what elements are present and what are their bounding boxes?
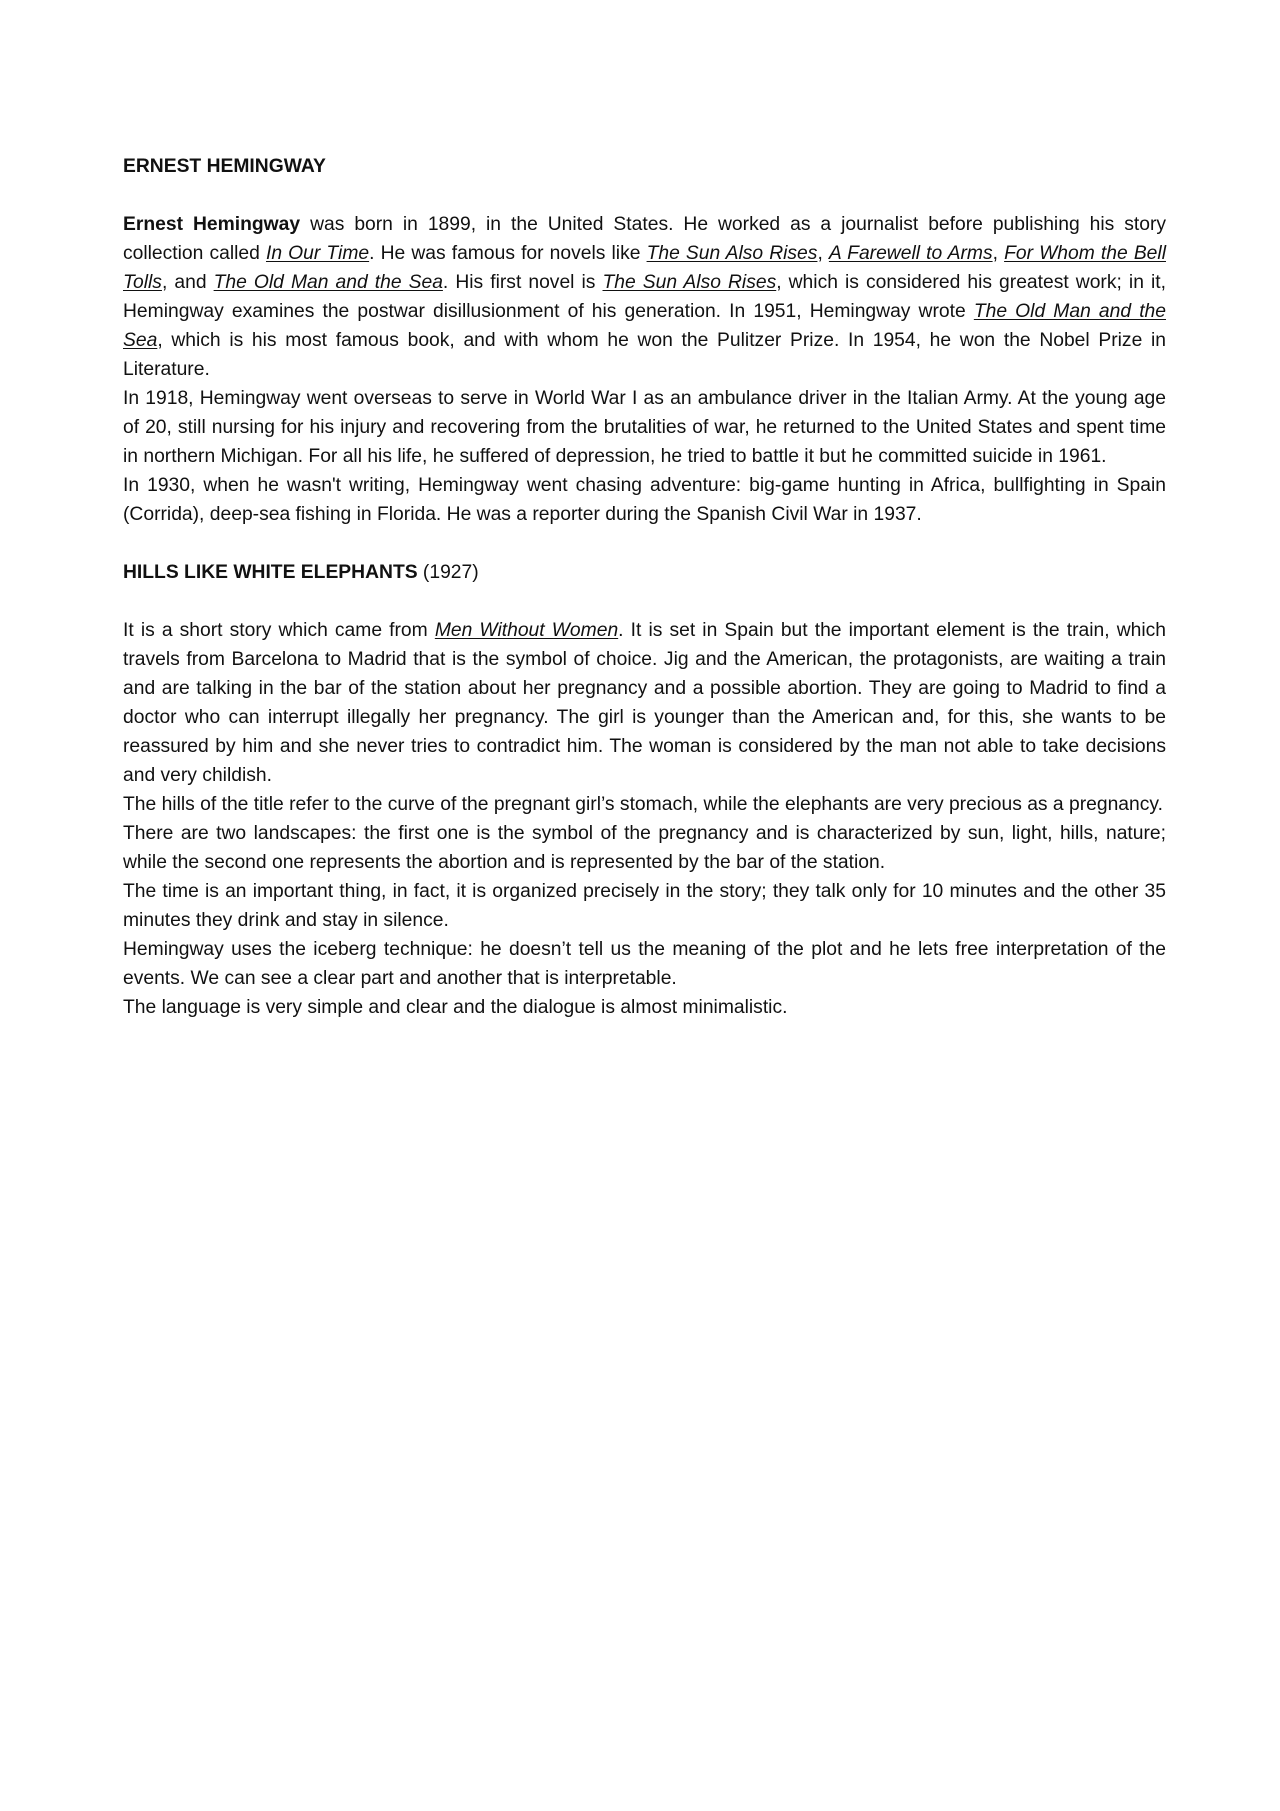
text-segment: was born in 1899, in the United States. He worked as a journalist before publishing his story collection called [123,214,1167,264]
spacer [123,587,1166,616]
text-segment: , and [161,272,214,293]
text-segment: . He was famous for novels like [369,243,647,264]
work-title-sun-also-rises: The Sun Also Rises [602,272,777,293]
text-segment: , [817,243,829,264]
text-segment: It is a short story which came from [123,620,435,641]
spacer [123,181,1166,210]
text-segment: . It is set in Spain but the important element is the train, which travels from Barcelona to Madrid that is the symbol of choice. Jig and the American, the protagonists, are waiting a train and are talking in the bar of the station about her pregnancy and a possible abortion. They are going to Madrid to find a doctor who can interrupt illegally her pregnancy. The girl is younger than the American and, for this, she wants to be reassured by him and she never tries to contradict him. The woman is considered by the man not able to take decisions and very childish. [123,620,1166,786]
text-segment: , which is his most famous book, and with whom he won the Pulitzer Prize. In 1954, he won the Nobel Prize in Literature. [123,330,1166,380]
story-intro-paragraph [123,616,1166,790]
work-title-sun-also-rises: The Sun Also Rises [646,243,818,264]
war-paragraph: In 1918, Hemingway went overseas to serve in World War I as an ambulance driver in the Italian Army. At the young age of 20, still nursing for his injury and recovering from the brutalities of war, he returned to the United States and spent time in northern Michigan. For all his life, he suffered of depression, he tried to battle it but he committed suicide in 1961. [123,388,1166,467]
biography-paragraph [123,210,1166,384]
work-title-old-man-and-the-sea: The Old Man and the Sea [213,272,443,293]
time-paragraph: The time is an important thing, in fact, it is organized precisely in the story; they talk only for 10 minutes and the other 35 minutes they drink and stay in silence. [123,881,1166,931]
section-heading-hills-like-white-elephants [123,558,1166,587]
section-heading-hemingway: ERNEST HEMINGWAY [123,156,326,177]
text-segment: , which is considered his greatest work; in it, Hemingway examines the postwar disillusionment of his generation. In 1951, Hemingway wrote [123,272,1166,322]
language-paragraph: The language is very simple and clear and the dialogue is almost minimalistic. [123,997,788,1018]
story-title: HILLS LIKE WHITE ELEPHANTS [123,562,418,583]
document-page [123,152,1166,1022]
work-title-men-without-women: Men Without Women [434,620,619,641]
hills-meaning-paragraph: The hills of the title refer to the curve of the pregnant girl’s stomach, while the elephants are very precious as a pregnancy. [123,794,1163,815]
work-title-old-man-and-the-sea: The Old Man and the Sea [123,301,1166,351]
work-title-farewell-to-arms: A Farewell to Arms [828,243,993,264]
work-title-in-our-time: In Our Time [265,243,370,264]
adventure-paragraph: In 1930, when he wasn't writing, Hemingway went chasing adventure: big-game hunting in Africa, bullfighting in Spain (Corrida), deep-sea fishing in Florida. He was a reporter during the Spanish Civil War in 1937. [123,475,1166,525]
landscapes-paragraph: There are two landscapes: the first one is the symbol of the pregnancy and is characterized by sun, light, hills, nature; while the second one represents the abortion and is represented by the bar of the station. [123,823,1166,873]
work-title-for-whom-the-bell-tolls: For Whom the Bell Tolls [123,243,1166,293]
author-name: Ernest Hemingway [123,214,301,235]
text-segment: , [992,243,1005,264]
story-year: (1927) [417,562,479,583]
text-segment: . His first novel is [442,272,603,293]
spacer [123,529,1166,558]
iceberg-technique-paragraph: Hemingway uses the iceberg technique: he doesn’t tell us the meaning of the plot and he lets free interpretation of the events. We can see a clear part and another that is interpretable. [123,939,1166,989]
